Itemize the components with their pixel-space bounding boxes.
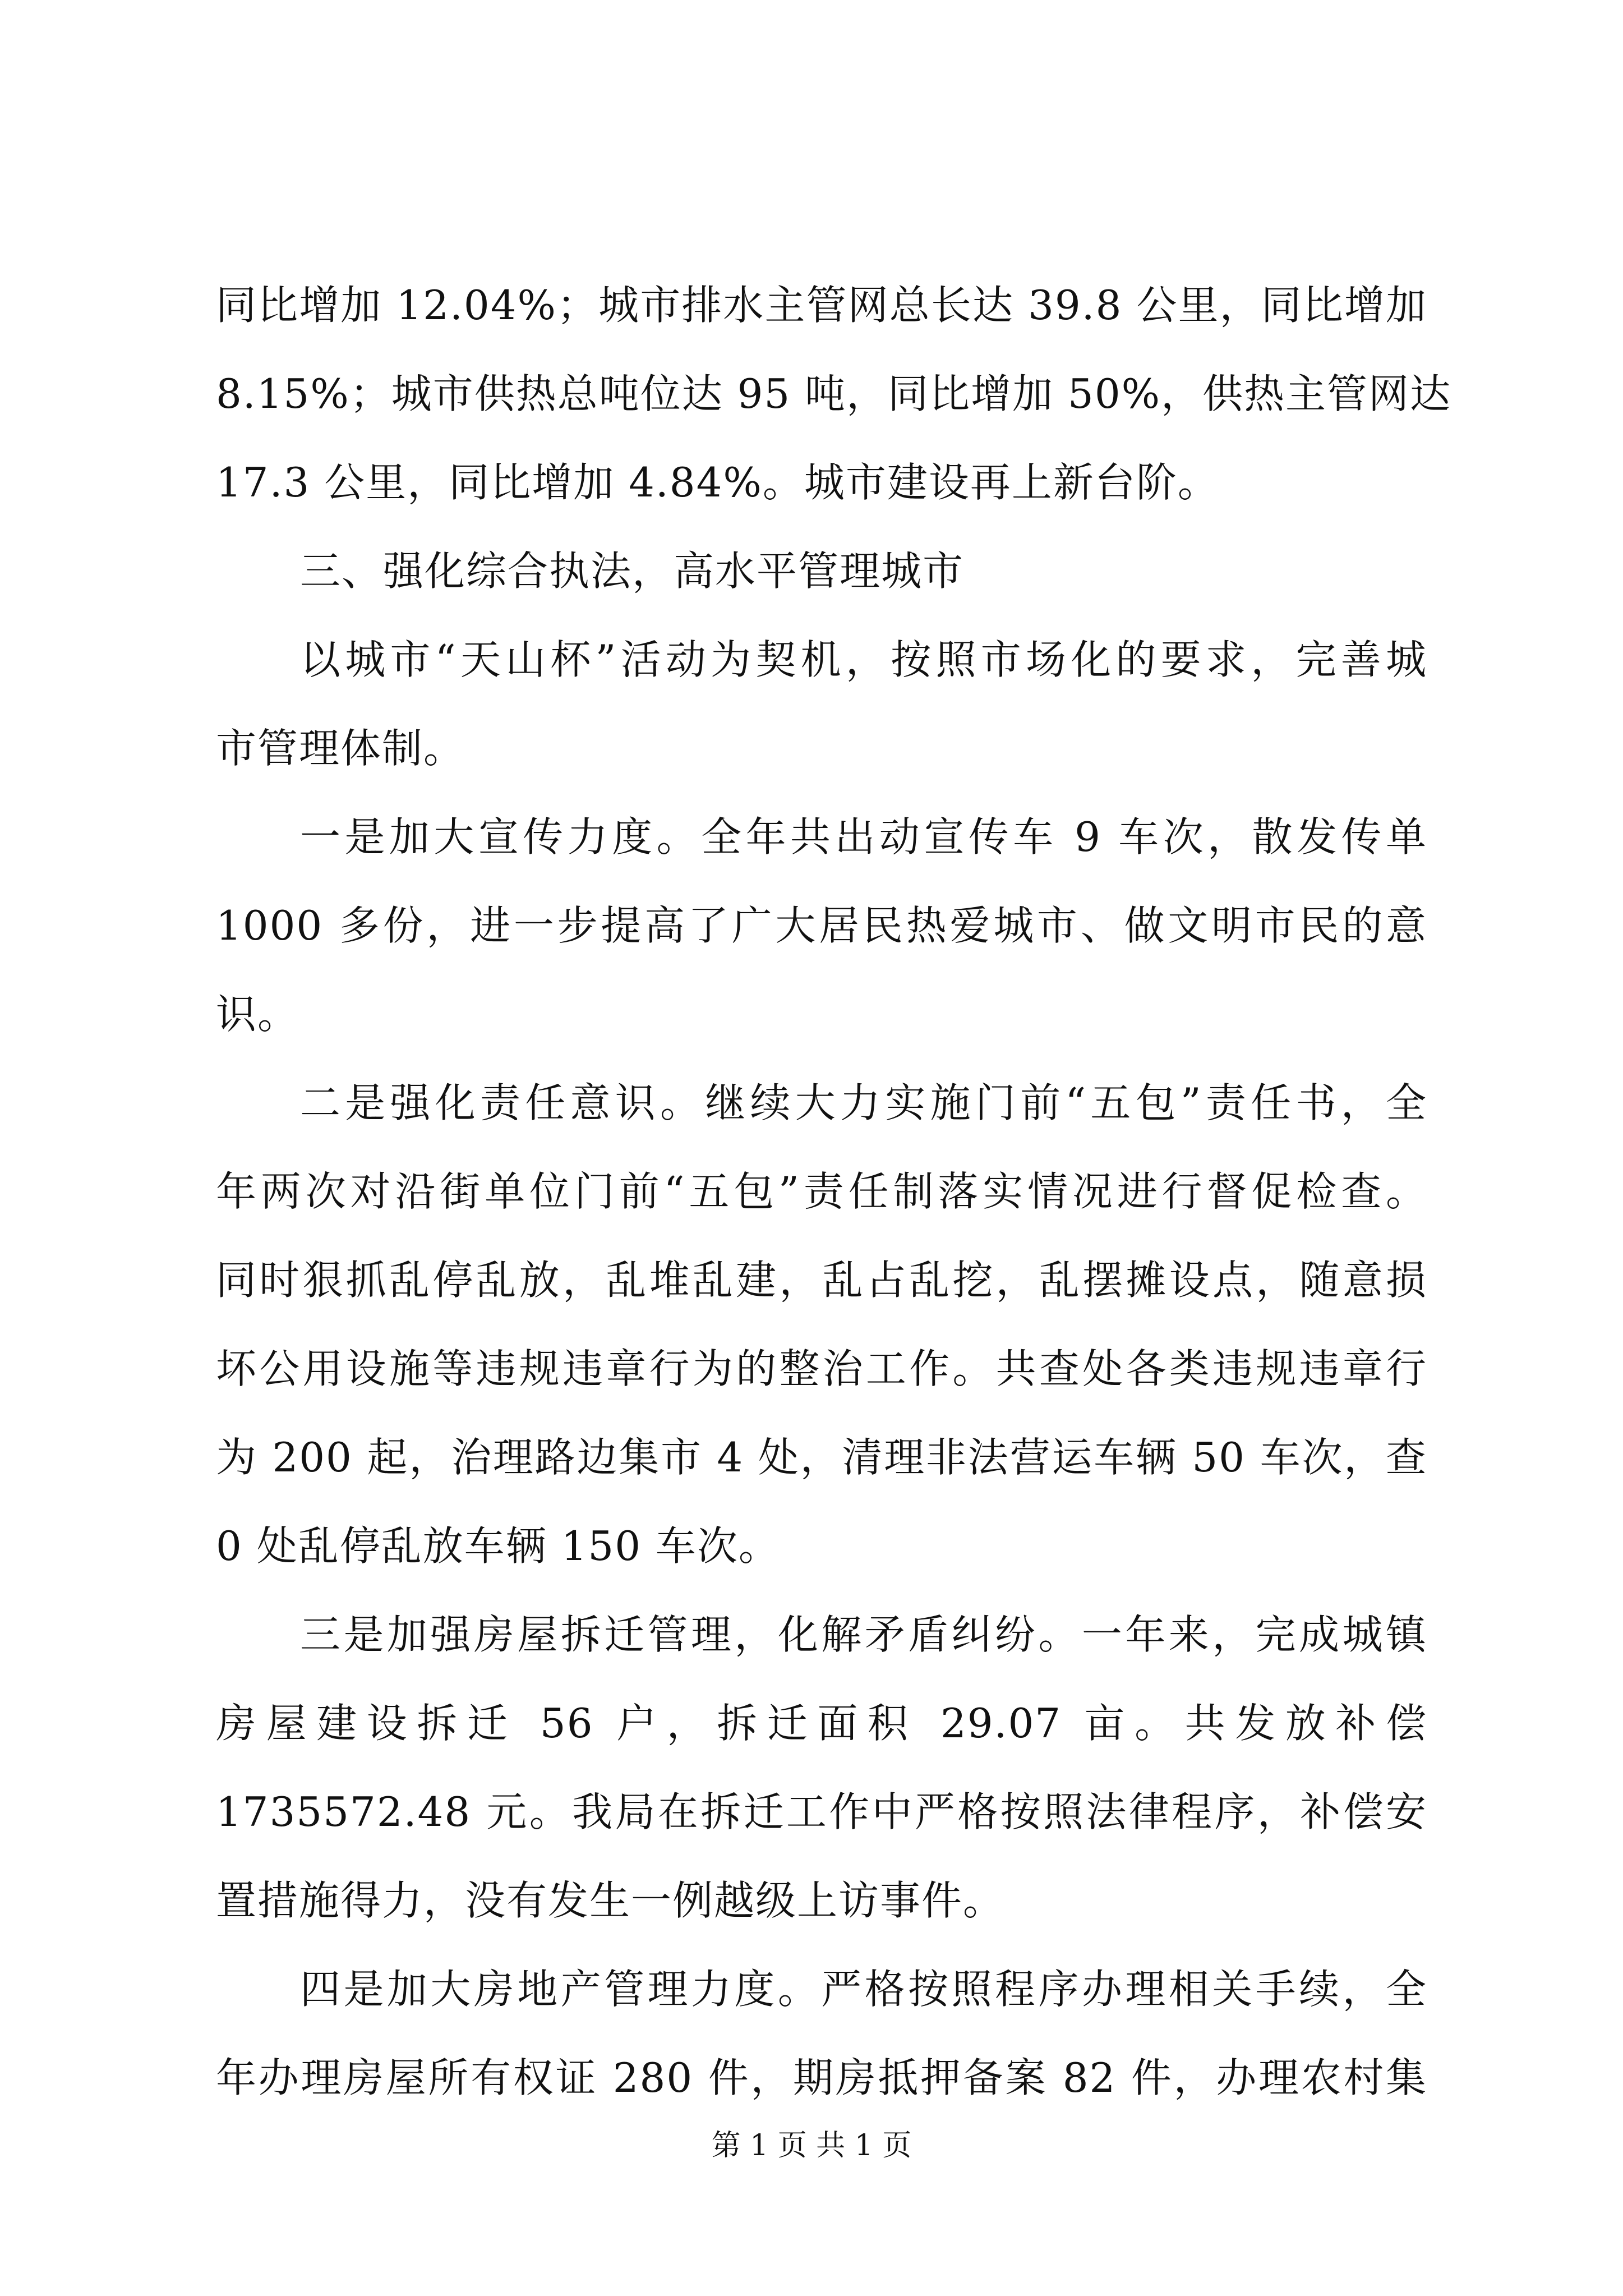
text-line: 1735572.48 元。我局在拆迁工作中严格按照法律程序，补偿安 — [216, 1788, 1427, 1835]
text-line: 同比增加 12.04%；城市排水主管网总长达 39.8 公里，同比增加 — [216, 282, 1427, 329]
text-line: 一是加大宣传力度。全年共出动宣传车 9 车次，散发传单 — [300, 813, 1427, 861]
text-line: 市管理体制。 — [216, 725, 465, 772]
page-footer: 第 1 页 共 1 页 — [711, 2129, 912, 2162]
text-line: 0 处乱停乱放车辆 150 车次。 — [216, 1522, 780, 1570]
text-line: 年办理房屋所有权证 280 件，期房抵押备案 82 件，办理农村集 — [216, 2054, 1427, 2101]
text-line: 置措施得力，没有发生一例越级上访事件。 — [216, 1877, 1005, 1924]
body-text — [216, 261, 1452, 2122]
text-line: 三是加强房屋拆迁管理，化解矛盾纠纷。一年来，完成城镇 — [300, 1611, 1427, 1658]
text-line: 房屋建设拆迁 56 户，拆迁面积 29.07 亩。共发放补偿 — [216, 1700, 1427, 1747]
text-line: 以城市“天山杯”活动为契机，按照市场化的要求，完善城 — [300, 636, 1427, 683]
text-line: 坏公用设施等违规违章行为的整治工作。共查处各类违规违章行 — [216, 1345, 1427, 1392]
text-line: 1000 多份，进一步提高了广大居民热爱城市、做文明市民的意 — [216, 902, 1427, 949]
text-line: 识。 — [216, 991, 299, 1038]
section-heading: 三、强化综合执法，高水平管理城市 — [300, 547, 965, 595]
text-line: 为 200 起，治理路边集市 4 处，清理非法营运车辆 50 车次，查 — [216, 1434, 1427, 1481]
text-line: 二是强化责任意识。继续大力实施门前“五包”责任书，全 — [300, 1079, 1427, 1126]
text-line: 年两次对沿街单位门前“五包”责任制落实情况进行督促检查。 — [216, 1168, 1427, 1215]
text-line: 四是加大房地产管理力度。严格按照程序办理相关手续，全 — [300, 1966, 1427, 2013]
text-line: 17.3 公里，同比增加 4.84%。城市建设再上新台阶。 — [216, 459, 1219, 506]
text-line: 同时狠抓乱停乱放，乱堆乱建，乱占乱挖，乱摆摊设点，随意损 — [216, 1257, 1427, 1304]
text-line: 8.15%；城市供热总吨位达 95 吨，同比增加 50%，供热主管网达 — [216, 370, 1452, 417]
